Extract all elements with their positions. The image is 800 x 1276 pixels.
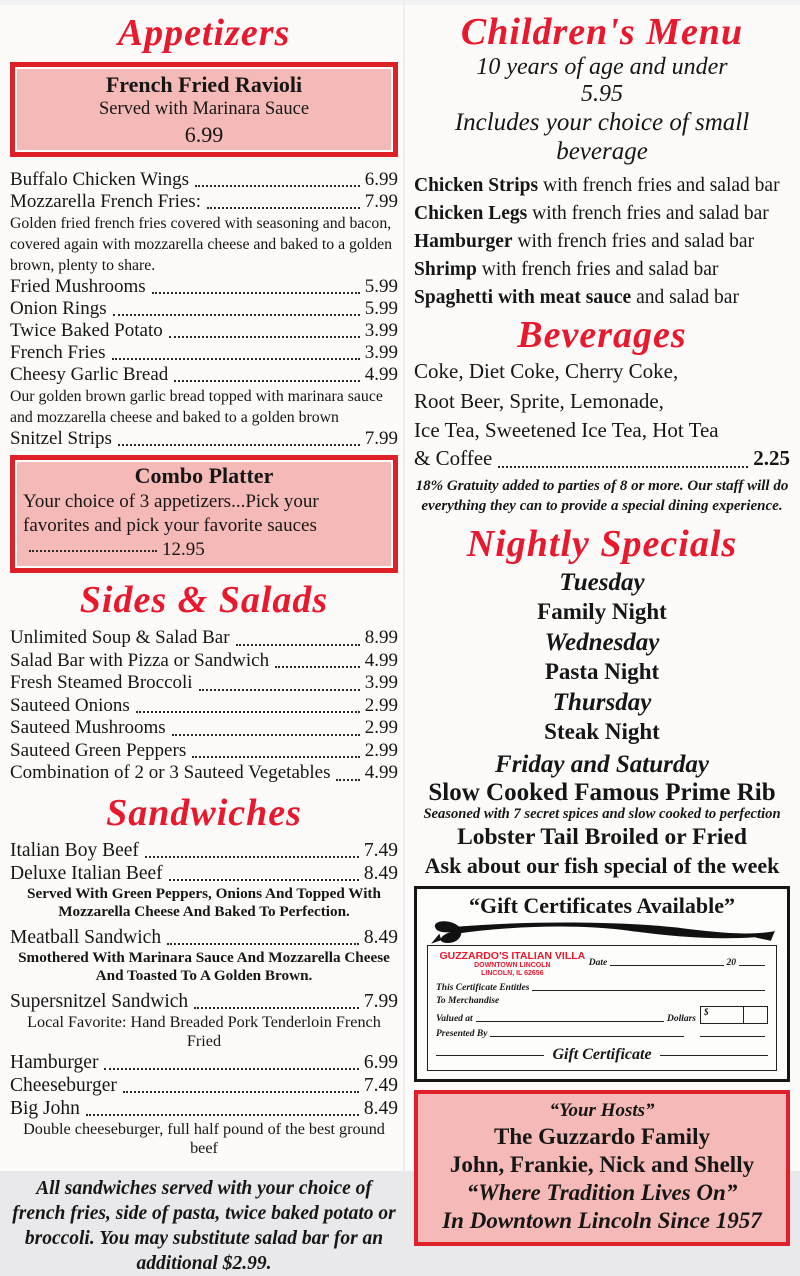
beverages-line: Root Beer, Sprite, Lemonade, [414,388,664,413]
cert-date-row [589,958,768,968]
menu-item [10,762,398,785]
dot-leader [169,879,359,881]
menu-item [10,695,398,718]
item-price: 5.99 [364,276,398,297]
cert-merch-label: To Merchandise [436,996,500,1006]
ribbon-bow-icon [427,917,777,945]
weekend-dish-lobster: Lobster Tail Broiled or Fried [457,824,747,850]
item-price: 6.99 [363,1051,398,1073]
item-name: Mozzarella French Fries: [10,191,201,212]
dot-leader [174,380,359,382]
menu-item [10,1051,398,1074]
childrens-item [414,200,790,228]
item-price: 8.49 [363,862,398,884]
menu-item [10,1097,398,1120]
combo-price: 12.95 [162,539,205,560]
hosts-slogan: “Where Tradition Lives On” [466,1180,738,1205]
dot-leader [112,358,360,360]
menu-item [10,926,398,949]
menu-item [10,428,398,450]
childrens-menu-heading: Children's Menu [460,11,744,53]
left-column [10,0,398,1276]
item-name: Snitzel Strips [10,428,112,449]
gift-certificate-sample [427,945,777,1071]
cert-date-label: Date [588,958,608,968]
item-price: 7.99 [363,990,398,1012]
cents-cell [744,1007,767,1023]
item-name: Deluxe Italian Beef [10,862,163,884]
right-column [414,0,790,1246]
blank-line [476,1021,664,1022]
cert-valued-label: Valued at [436,1014,473,1024]
coffee-price-row [414,445,790,473]
hosts-since: In Downtown Lincoln Since 1957 [442,1208,762,1233]
dollar-sign: $ [701,1007,744,1023]
featured-title: French Fried Ravioli [105,72,303,97]
gratuity-note: 18% Gratuity added to parties of 8 or more. Our staff will do everything they can to provide a special dining experience. [415,478,789,514]
cert-dollars-label: Dollars [666,1014,696,1024]
dot-leader [29,550,157,552]
blank-line [532,990,765,991]
menu-item [10,191,398,213]
dollar-amount-box [700,1006,768,1024]
featured-price: 6.99 [184,122,224,147]
cert-entitles-label: This Certificate Entitles [436,983,530,993]
dot-leader [113,314,360,316]
item-description: Local Favorite: Hand Breaded Pork Tenderloin French Fried [27,1012,381,1050]
sides-list [10,627,398,785]
weekend-dish-prime-rib: Slow Cooked Famous Prime Rib [428,779,776,806]
menu-item [10,298,398,320]
dot-leader [195,185,360,187]
childrens-age-line: 10 years of age and under [476,54,728,80]
featured-subtitle: Served with Marinara Sauce [98,99,310,119]
item-name: Sauteed Green Peppers [10,739,187,761]
menu-item [10,364,398,386]
item-price: 6.99 [364,169,398,190]
combo-platter-box [10,455,398,573]
childrens-item [414,172,790,200]
cert-company-name: GUZZARDO'S ITALIAN VILLA [439,950,586,962]
item-price: 2.99 [364,739,398,761]
item-name: French Fries [10,342,106,363]
dot-leader [104,1068,358,1070]
menu-item [10,650,398,673]
appetizers-list [10,169,398,450]
item-suffix: and salad bar [631,287,739,308]
menu-item [10,740,398,763]
caption-rule [660,1055,768,1056]
dot-leader [118,444,360,446]
dot-leader [169,336,360,338]
dot-leader [172,734,360,736]
cert-entitles-row [436,983,768,993]
cert-company-block [436,950,589,978]
dot-leader [192,756,360,758]
cert-address-line: DOWNTOWN LINCOLN [474,962,551,969]
item-name: Combination of 2 or 3 Sauteed Vegetables [10,762,331,783]
dot-leader [207,207,360,209]
item-price: 7.99 [364,191,398,212]
item-suffix: with french fries and salad bar [527,203,769,224]
item-description: Our golden brown garlic bread topped with marinara sauce and mozzarella cheese and baked to a golden brown [10,388,383,426]
item-price: 4.99 [364,762,398,783]
prime-rib-description: Seasoned with 7 secret spices and slow cooked to perfection [423,806,781,822]
dot-leader [123,1091,359,1093]
item-suffix: with french fries and salad bar [476,259,719,280]
menu-item [10,627,398,650]
menu-item [10,276,398,298]
item-price: 7.49 [363,839,398,861]
dot-leader [199,689,360,691]
your-hosts-box [414,1090,790,1246]
cert-caption: Gift Certificate [552,1046,652,1063]
item-price: 5.99 [364,298,398,319]
dot-leader [498,466,748,468]
blank-line [490,1036,684,1037]
item-name: Sauteed Onions [10,694,130,716]
item-suffix: with french fries and salad bar [538,175,780,196]
caption-rule [436,1055,544,1056]
gift-banner: “Gift Certificates Available” [469,893,735,918]
special-title: Steak Night [544,719,660,744]
menu-item [10,320,398,342]
item-name: Twice Baked Potato [10,320,163,341]
beverages-line: Ice Tea, Sweetened Ice Tea, Hot Tea [414,418,719,442]
menu-item [10,862,398,885]
appetizers-heading: Appetizers [117,12,291,54]
item-name: Supersnitzel Sandwich [10,990,189,1012]
blank-line [739,965,765,966]
hosts-names: John, Frankie, Nick and Shelly [449,1152,755,1177]
item-price: 7.49 [363,1074,398,1096]
item-price: 8.49 [363,1097,398,1119]
cert-header-row [436,950,768,978]
item-name: Hamburger [414,231,513,252]
item-price: 2.25 [753,445,790,470]
featured-box-french-fried-ravioli [10,62,398,157]
blank-line [610,965,723,966]
item-name: Big John [10,1097,80,1119]
hosts-quote: “Your Hosts” [549,1100,655,1121]
item-name: Cheeseburger [10,1074,117,1096]
sandwiches-heading: Sandwiches [106,791,302,834]
menu-item [10,169,398,191]
cert-caption-row [436,1046,768,1064]
menu-item [10,672,398,695]
item-name: Spaghetti with meat sauce [414,287,632,308]
dot-leader [152,292,360,294]
item-name: & Coffee [414,445,493,470]
item-price: 3.99 [364,672,398,693]
beverages-line: Coke, Diet Coke, Cherry Coke, [414,359,679,383]
item-price: 2.99 [364,694,398,716]
dot-leader [167,943,359,945]
dot-leader [336,779,359,781]
gift-certificate-box [414,886,790,1082]
childrens-item [414,284,790,312]
hosts-family: The Guzzardo Family [494,1124,710,1149]
menu-item [10,1074,398,1097]
item-description: Smothered With Marinara Sauce And Mozzarella Cheese And Toasted To A Golden Brown. [18,948,390,984]
dot-leader [136,711,360,713]
dot-leader [145,856,359,858]
special-day-weekend: Friday and Saturday [495,751,709,778]
childrens-list [414,172,790,312]
item-price: 8.99 [364,627,398,648]
cert-valued-row [436,1006,768,1024]
item-name: Fresh Steamed Broccoli [10,672,193,693]
item-description: Golden fried french fries covered with seasoning and bacon, covered again with mozzarella cheese and baked to a golden brown, plenty to share. [10,215,393,274]
childrens-item [414,256,790,284]
menu-item [10,839,398,862]
item-name: Fried Mushrooms [10,276,146,297]
item-name: Hamburger [10,1051,99,1073]
cert-year-prefix: 20 [726,958,736,968]
dot-leader [86,1114,359,1116]
childrens-price: 5.95 [581,81,623,107]
blank-line [700,1036,765,1037]
item-price: 2.99 [364,717,398,738]
combo-line [23,490,385,562]
item-description: Served With Green Peppers, Onions And Topped With Mozzarella Cheese And Baked To Perfection. [27,884,381,920]
cert-address-line: LINCOLN, IL 62656 [481,970,544,977]
menu-item [10,717,398,740]
special-day: Tuesday [559,569,645,596]
item-price: 4.99 [364,649,398,671]
item-name: Chicken Strips [414,175,539,196]
item-name: Shrimp [414,259,477,280]
dot-leader [275,666,360,668]
nightly-specials-heading: Nightly Specials [466,523,738,565]
item-name: Chicken Legs [414,203,528,224]
special-title: Family Night [537,599,667,624]
item-name: Sauteed Mushrooms [10,717,166,738]
sandwiches-footnote: All sandwiches served with your choice of french fries, side of pasta, twice baked potato or broccoli. You may substitute salad bar for an additional $2.99. [12,1177,396,1274]
special-day: Wednesday [544,629,660,656]
item-name: Cheesy Garlic Bread [10,364,169,385]
item-price: 3.99 [364,320,398,341]
special-day: Thursday [552,689,652,716]
combo-title: Combo Platter [134,463,274,488]
item-name: Unlimited Soup & Salad Bar [10,627,230,648]
childrens-item [414,228,790,256]
item-price: 3.99 [364,342,398,363]
beverages-heading: Beverages [517,314,687,356]
item-price: 7.99 [364,428,398,449]
item-price: 8.49 [363,926,398,948]
combo-desc: Your choice of 3 appetizers...Pick your favorites and pick your favorite sauces [23,491,319,536]
item-price: 4.99 [364,364,398,385]
item-name: Salad Bar with Pizza or Sandwich [10,649,270,671]
item-name: Onion Rings [10,298,107,319]
cert-presented-row [436,1029,768,1039]
item-description: Double cheeseburger, full half pound of the best ground beef [23,1119,385,1157]
item-name: Buffalo Chicken Wings [10,169,190,190]
dot-leader [236,644,360,646]
item-name: Italian Boy Beef [10,839,139,861]
cert-presented-label: Presented By [436,1029,488,1039]
page-fold-seam [403,0,405,1171]
sandwiches-list [10,839,398,1158]
childrens-beverage-line: Includes your choice of small beverage [454,109,750,165]
fish-special-note: Ask about our fish special of the week [424,853,780,878]
sides-heading: Sides & Salads [79,579,329,621]
item-name: Meatball Sandwich [10,926,162,948]
menu-item [10,990,398,1013]
menu-item [10,342,398,364]
dot-leader [194,1007,359,1009]
special-title: Pasta Night [544,659,660,684]
item-suffix: with french fries and salad bar [512,231,755,252]
